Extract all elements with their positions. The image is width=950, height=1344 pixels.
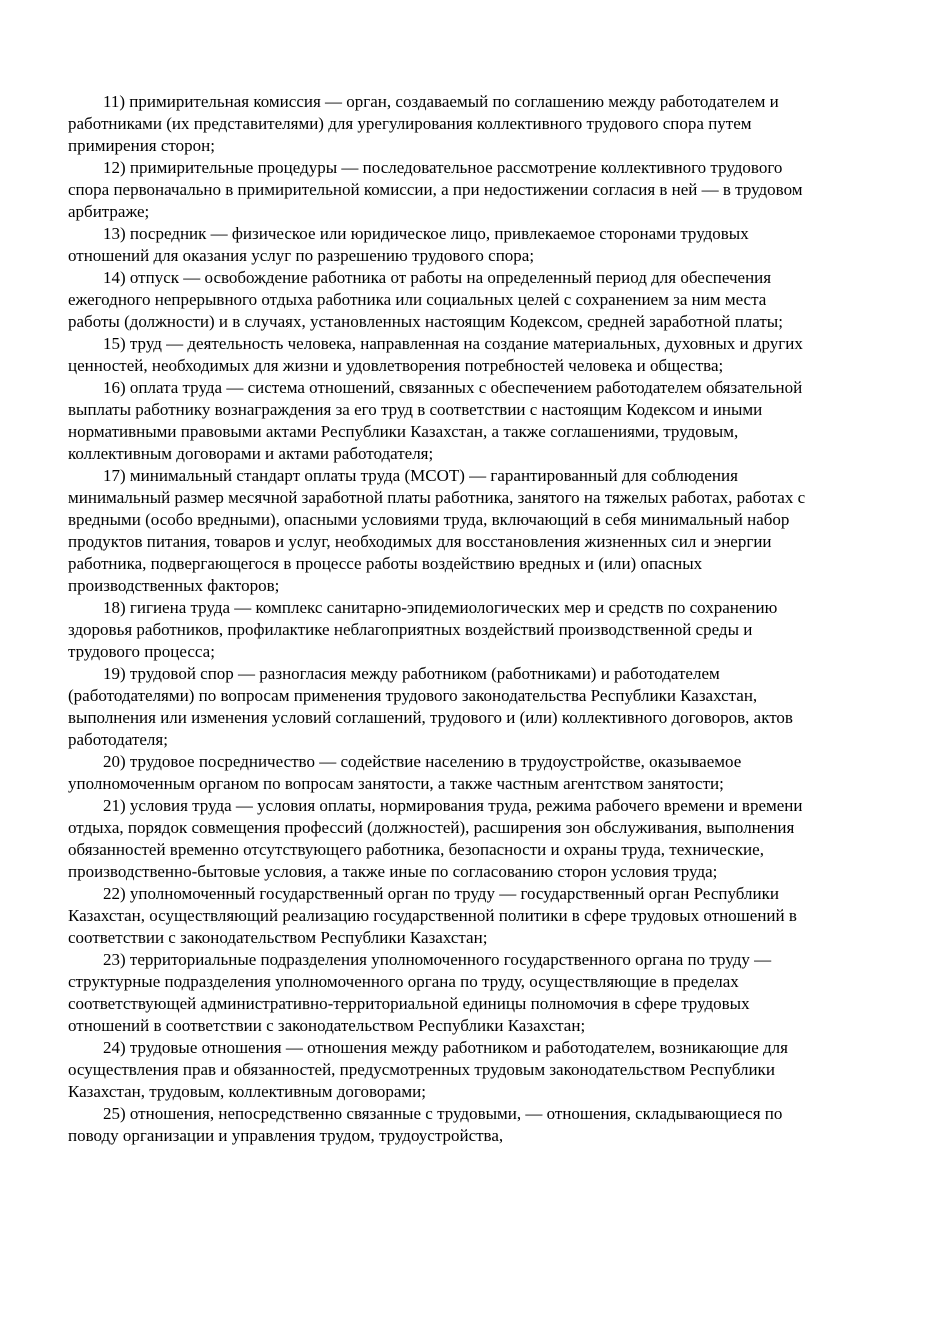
document-page [68,91,818,1147]
definition-paragraph-15: 15) труд — деятельность человека, направленная на создание материальных, духовных и других ценностей, необходимых для жизни и удовлетворения потребностей человека и общества; [68,334,803,375]
definition-paragraph-23: 23) территориальные подразделения уполномоченного государственного органа по труду — структурные подразделения уполномоченного органа по труду, осуществляющие в пределах соответствующей административно-территориальной единицы полномочия в сфере трудовых отношений в соответствии с законодательством Республики Казахстан; [68,950,772,1035]
definition-paragraph-25: 25) отношения, непосредственно связанные с трудовыми, — отношения, складывающиеся по поводу организации и управления трудом, трудоустройства, [68,1104,783,1145]
definition-paragraph-22: 22) уполномоченный государственный орган по труду — государственный орган Республики Казахстан, осуществляющий реализацию государственной политики в сфере трудовых отношений в соответствии с законодательством Республики Казахстан; [68,884,797,947]
definition-paragraph-18: 18) гигиена труда — комплекс санитарно-эпидемиологических мер и средств по сохранению здоровья работников, профилактике неблагоприятных воздействий производственной среды и трудового процесса; [68,598,778,661]
definition-paragraph-13: 13) посредник — физическое или юридическое лицо, привлекаемое сторонами трудовых отношений для оказания услуг по разрешению трудового спора; [68,224,749,265]
definition-paragraph-21: 21) условия труда — условия оплаты, нормирования труда, режима рабочего времени и времени отдыха, порядок совмещения профессий (должностей), расширения зон обслуживания, выполнения обязанностей временно отсутствующего работника, безопасности и охраны труда, технические, производственно-бытовые условия, а также иные по согласованию сторон условия труда; [68,796,803,881]
definition-paragraph-12: 12) примирительные процедуры — последовательное рассмотрение коллективного трудового спора первоначально в примирительной комиссии, а при недостижении согласия в ней — в трудовом арбитраже; [68,158,803,221]
definition-paragraph-17: 17) минимальный стандарт оплаты труда (МСОТ) — гарантированный для соблюдения минимальный размер месячной заработной платы работника, занятого на тяжелых работах, работах с вредными (особо вредными), опасными условиями труда, включающий в себя минимальный набор продуктов питания, товаров и услуг, необходимых для восстановления жизненных сил и энергии работника, подвергающегося в процессе работы воздействию вредных и (или) опасных производственных факторов; [68,466,806,595]
definition-paragraph-24: 24) трудовые отношения — отношения между работником и работодателем, возникающие для осуществления прав и обязанностей, предусмотренных трудовым законодательством Республики Казахстан, трудовым, коллективным договорами; [68,1038,788,1101]
definition-paragraph-16: 16) оплата труда — система отношений, связанных с обеспечением работодателем обязательной выплаты работнику вознаграждения за его труд в соответствии с настоящим Кодексом и иными нормативными правовыми актами Республики Казахстан, а также соглашениями, трудовым, коллективным договорами и актами работодателя; [68,378,803,463]
definition-paragraph-14: 14) отпуск — освобождение работника от работы на определенный период для обеспечения ежегодного непрерывного отдыха работника или социальных целей с сохранением за ним места работы (должности) и в случаях, установленных настоящим Кодексом, средней заработной платы; [68,268,783,331]
definition-paragraph-19: 19) трудовой спор — разногласия между работником (работниками) и работодателем (работодателями) по вопросам применения трудового законодательства Республики Казахстан, выполнения или изменения условий соглашений, трудового и (или) коллективного договоров, актов работодателя; [68,664,793,749]
definition-paragraph-11: 11) примирительная комиссия — орган, создаваемый по соглашению между работодателем и работниками (их представителями) для урегулирования коллективного трудового спора путем примирения сторон; [68,92,779,155]
definition-paragraph-20: 20) трудовое посредничество — содействие населению в трудоустройстве, оказываемое уполномоченным органом по вопросам занятости, а также частным агентством занятости; [68,752,742,793]
